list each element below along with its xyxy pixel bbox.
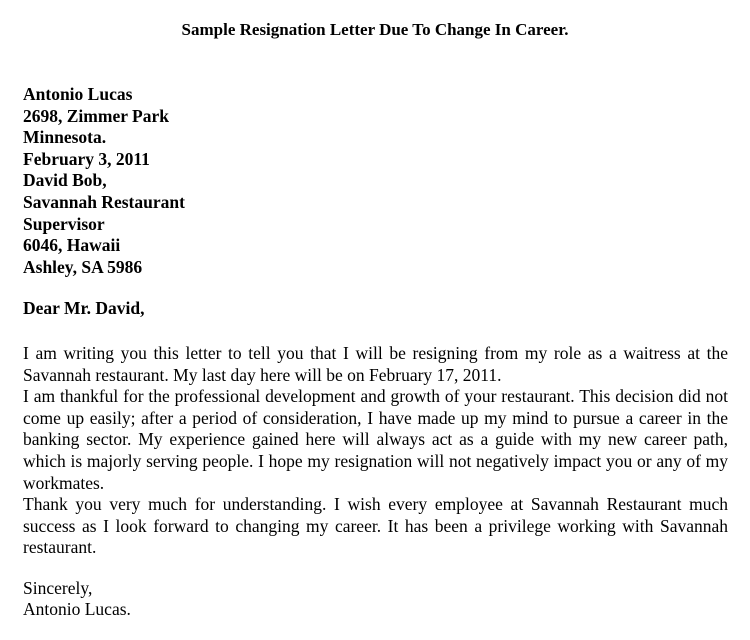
letter-date: February 3, 2011 [23,148,150,169]
body-paragraph: I am thankful for the professional development and growth of your restaurant. This decision did not come up easily; after a period of consideration, I have made up my mind to pursue a career in the banking sector. My experience gained here will always act as a guide with my new career path, which is majorly serving people. I hope my resignation will not negatively impact you or any of my workmates. [23,386,728,493]
recipient-name: David Bob, [23,170,107,191]
sender-state: Minnesota. [23,127,107,148]
closing-block [23,578,131,620]
salutation: Dear Mr. David, [23,298,145,318]
sender-name: Antonio Lucas [23,84,133,104]
recipient-title: Supervisor [23,213,105,234]
valediction: Sincerely, [23,578,93,598]
body-paragraph: I am writing you this letter to tell you that I will be resigning from my role as a waitress at the Savannah restaurant. My last day here will be on February 17, 2011. [23,343,728,385]
letter-body [23,343,728,559]
recipient-city: Ashley, SA 5986 [23,256,143,277]
address-block [23,84,185,278]
signature-name: Antonio Lucas. [23,599,131,619]
letter-title: Sample Resignation Letter Due To Change In Career. [181,20,569,39]
recipient-company: Savannah Restaurant [23,191,185,212]
body-paragraph: Thank you very much for understanding. I wish every employee at Savannah Restaurant much success as I look forward to changing my career. It has been a privilege working with Savannah restaurant. [23,494,728,558]
sender-street: 2698, Zimmer Park [23,105,169,126]
recipient-street: 6046, Hawaii [23,235,121,256]
